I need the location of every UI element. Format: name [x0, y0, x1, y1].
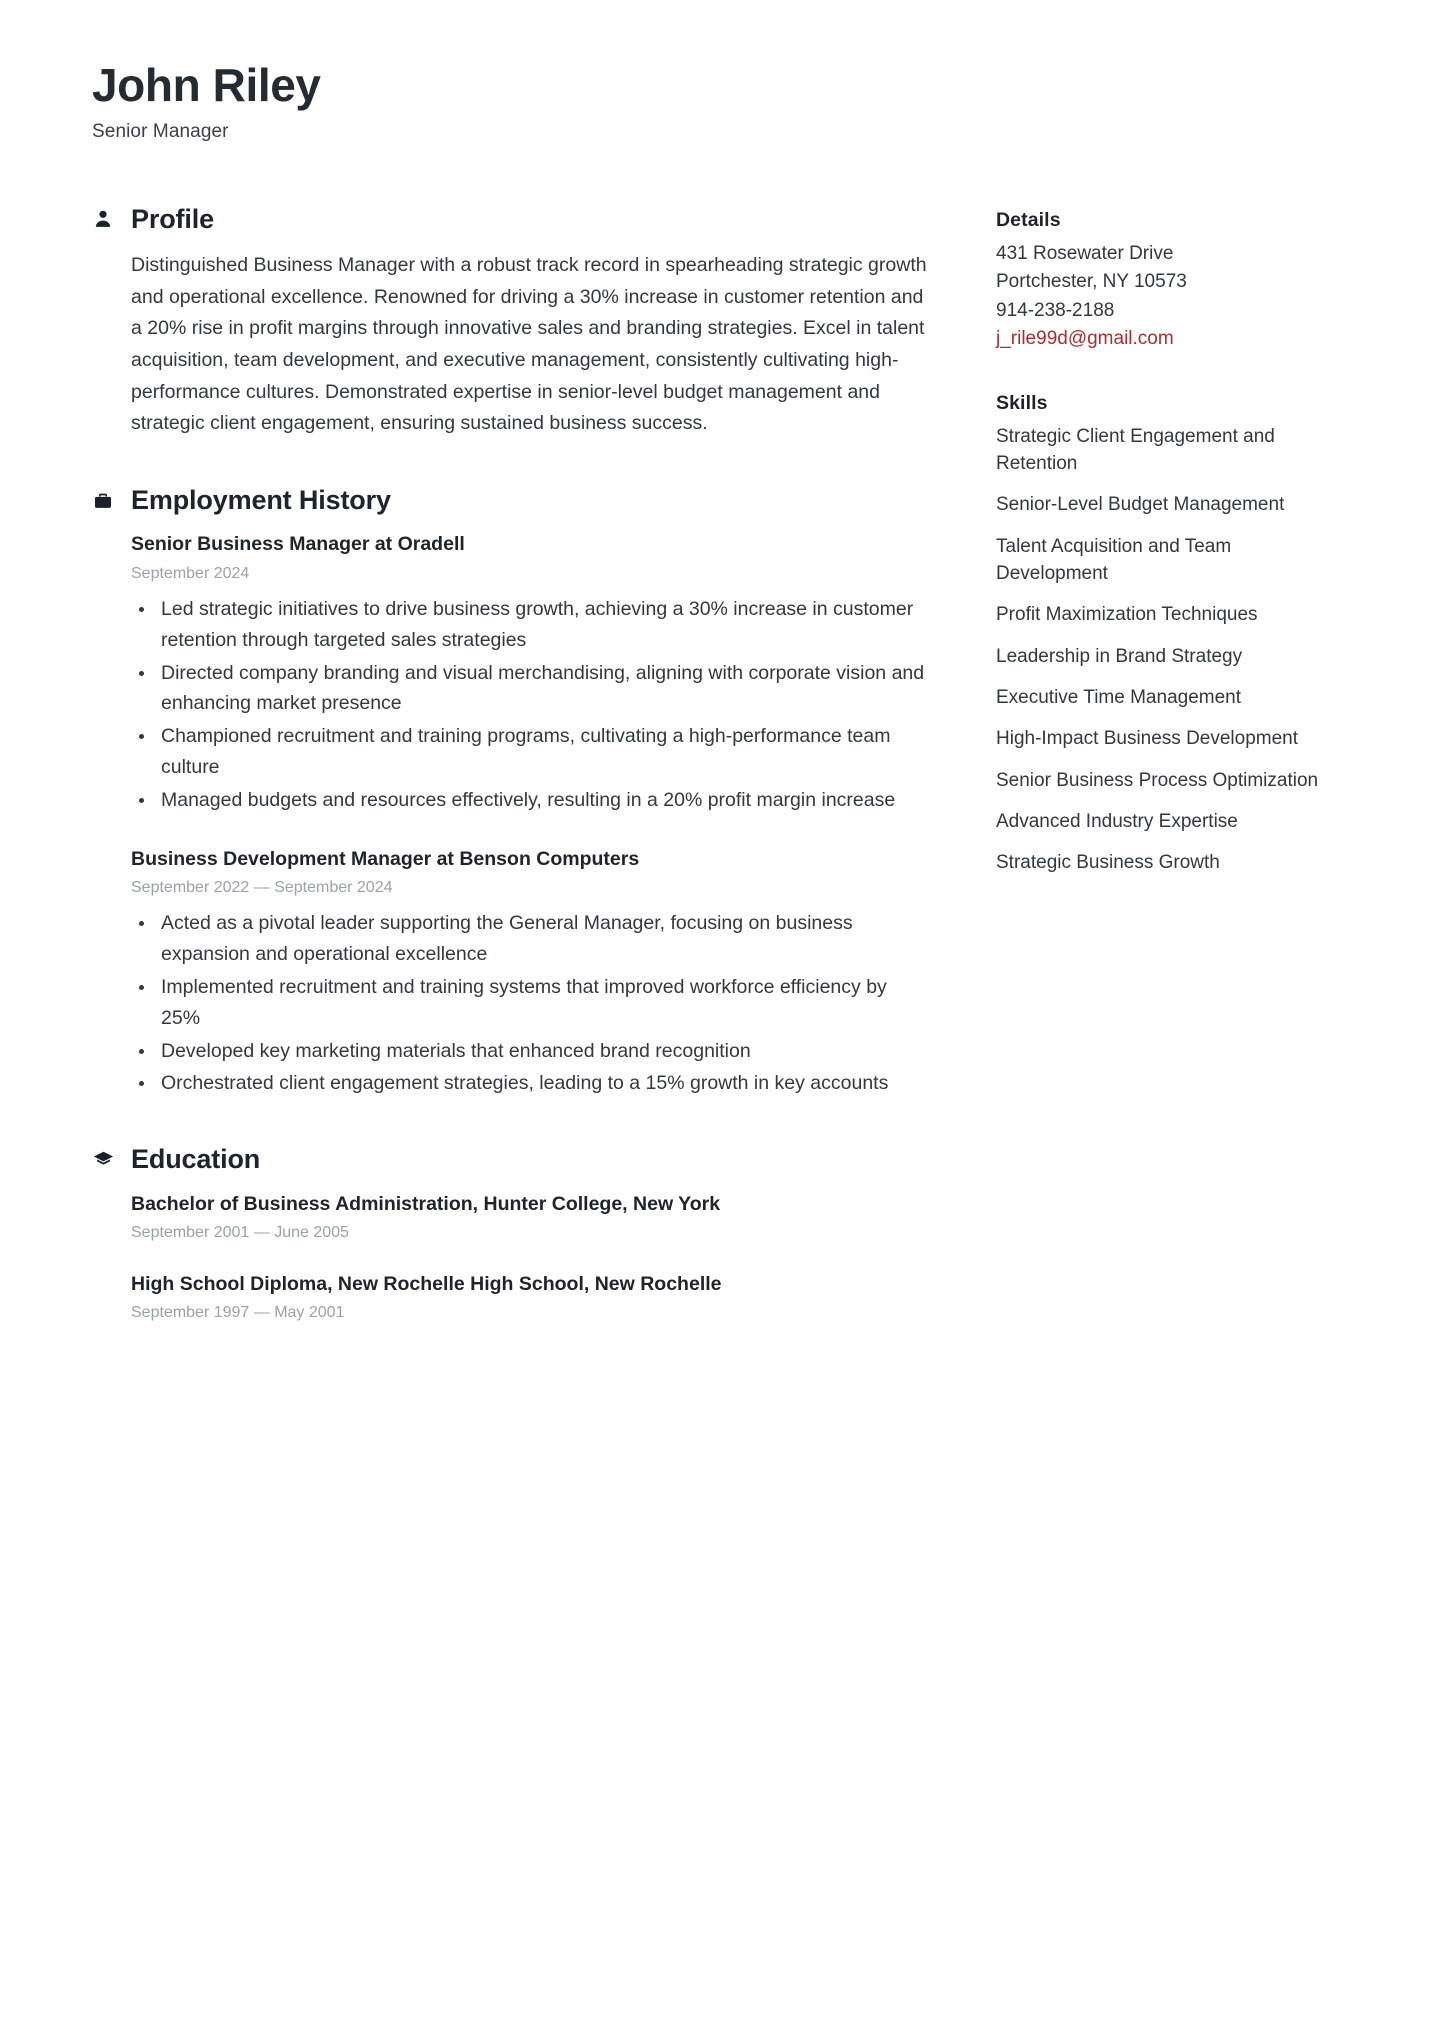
details-title: Details [996, 208, 1061, 231]
skill-item: Strategic Client Engagement and Retention [996, 425, 1275, 474]
education-entry [131, 1191, 948, 1245]
section-education [92, 1145, 948, 1324]
education-entry-title: High School Diploma, New Rochelle High School, New Rochelle [131, 1272, 722, 1295]
skill-item: Senior-Level Budget Management [996, 494, 1285, 516]
education-entry [131, 1271, 948, 1325]
skill-item: Senior Business Process Optimization [996, 769, 1319, 791]
skill-item: Profit Maximization Techniques [996, 604, 1258, 626]
section-employment-history [92, 486, 948, 1099]
bullet-item: Directed company branding and visual merchandising, aligning with corporate vision and enhancing market presence [131, 658, 931, 720]
employment-body [92, 531, 948, 1099]
employment-entry-title: Senior Business Manager at Oradell [131, 533, 465, 556]
employment-title: Employment History [131, 484, 391, 515]
profile-body [92, 250, 948, 439]
bullet-item: Implemented recruitment and training systems that improved workforce efficiency by 25% [131, 972, 931, 1034]
skill-item: Leadership in Brand Strategy [996, 645, 1243, 667]
section-skills [996, 392, 1342, 877]
skills-title: Skills [996, 391, 1048, 414]
employment-entry-title: Business Development Manager at Benson Computers [131, 847, 640, 870]
candidate-job-title: Senior Manager [92, 120, 229, 142]
resume-columns [92, 205, 1362, 1325]
employment-entry-bullets [131, 908, 948, 1099]
employment-heading [92, 486, 948, 516]
education-body [92, 1191, 948, 1324]
detail-address-line-1: 431 Rosewater Drive [996, 242, 1174, 264]
detail-address-line-2: Portchester, NY 10573 [996, 271, 1187, 293]
profile-title: Profile [131, 203, 214, 234]
bullet-item: Developed key marketing materials that enhanced brand recognition [131, 1036, 931, 1067]
bullet-item: Acted as a pivotal leader supporting the General Manager, focusing on business expansion and operational excellence [131, 908, 931, 970]
employment-entry-date: September 2022 — September 2024 [131, 878, 393, 896]
skill-item: Strategic Business Growth [996, 852, 1220, 874]
resume-header [92, 60, 1362, 143]
education-entry-title: Bachelor of Business Administration, Hunter College, New York [131, 1192, 721, 1215]
education-entry-date: September 1997 — May 2001 [131, 1303, 345, 1321]
employment-entry [131, 531, 948, 815]
main-column [92, 205, 948, 1325]
education-heading [92, 1145, 948, 1175]
profile-text: Distinguished Business Manager with a robust track record in spearheading strategic growth and operational excellence. Renowned for driving a 30% increase in customer retention and a 20% rise in profit margins through innovative sales and branding strategies. Excel in talent acquisition, team development, and executive management, consistently cultivating high-performance cultures. Demonstrated expertise in senior-level budget management and strategic client engagement, ensuring sustained business success. [131, 254, 927, 435]
employment-entry-date: September 2024 [131, 564, 250, 582]
briefcase-icon [92, 490, 114, 512]
detail-phone[interactable]: 914-238-2188 [996, 299, 1115, 321]
profile-heading [92, 205, 948, 235]
bullet-item: Managed budgets and resources effectively, resulting in a 20% profit margin increase [131, 785, 931, 816]
education-entry-date: September 2001 — June 2005 [131, 1224, 349, 1242]
sidebar-column [996, 205, 1342, 877]
skill-item: Talent Acquisition and Team Development [996, 535, 1232, 584]
skill-item: Advanced Industry Expertise [996, 811, 1238, 833]
bullet-item: Championed recruitment and training programs, cultivating a high-performance team culture [131, 721, 931, 783]
employment-entry [131, 846, 948, 1099]
skill-item: High-Impact Business Development [996, 728, 1299, 750]
section-profile [92, 205, 948, 440]
bullet-item: Led strategic initiatives to drive business growth, achieving a 30% increase in customer retention through targeted sales strategies [131, 594, 931, 656]
education-title: Education [131, 1144, 261, 1175]
section-details [996, 209, 1342, 354]
detail-email-link[interactable]: j_rile99d@gmail.com [996, 328, 1174, 350]
bullet-item: Orchestrated client engagement strategies, leading to a 15% growth in key accounts [131, 1068, 931, 1099]
employment-entry-bullets [131, 594, 948, 816]
skill-item: Executive Time Management [996, 687, 1242, 709]
graduation-cap-icon [92, 1149, 114, 1171]
candidate-name: John Riley [92, 59, 321, 111]
user-icon [92, 208, 114, 230]
